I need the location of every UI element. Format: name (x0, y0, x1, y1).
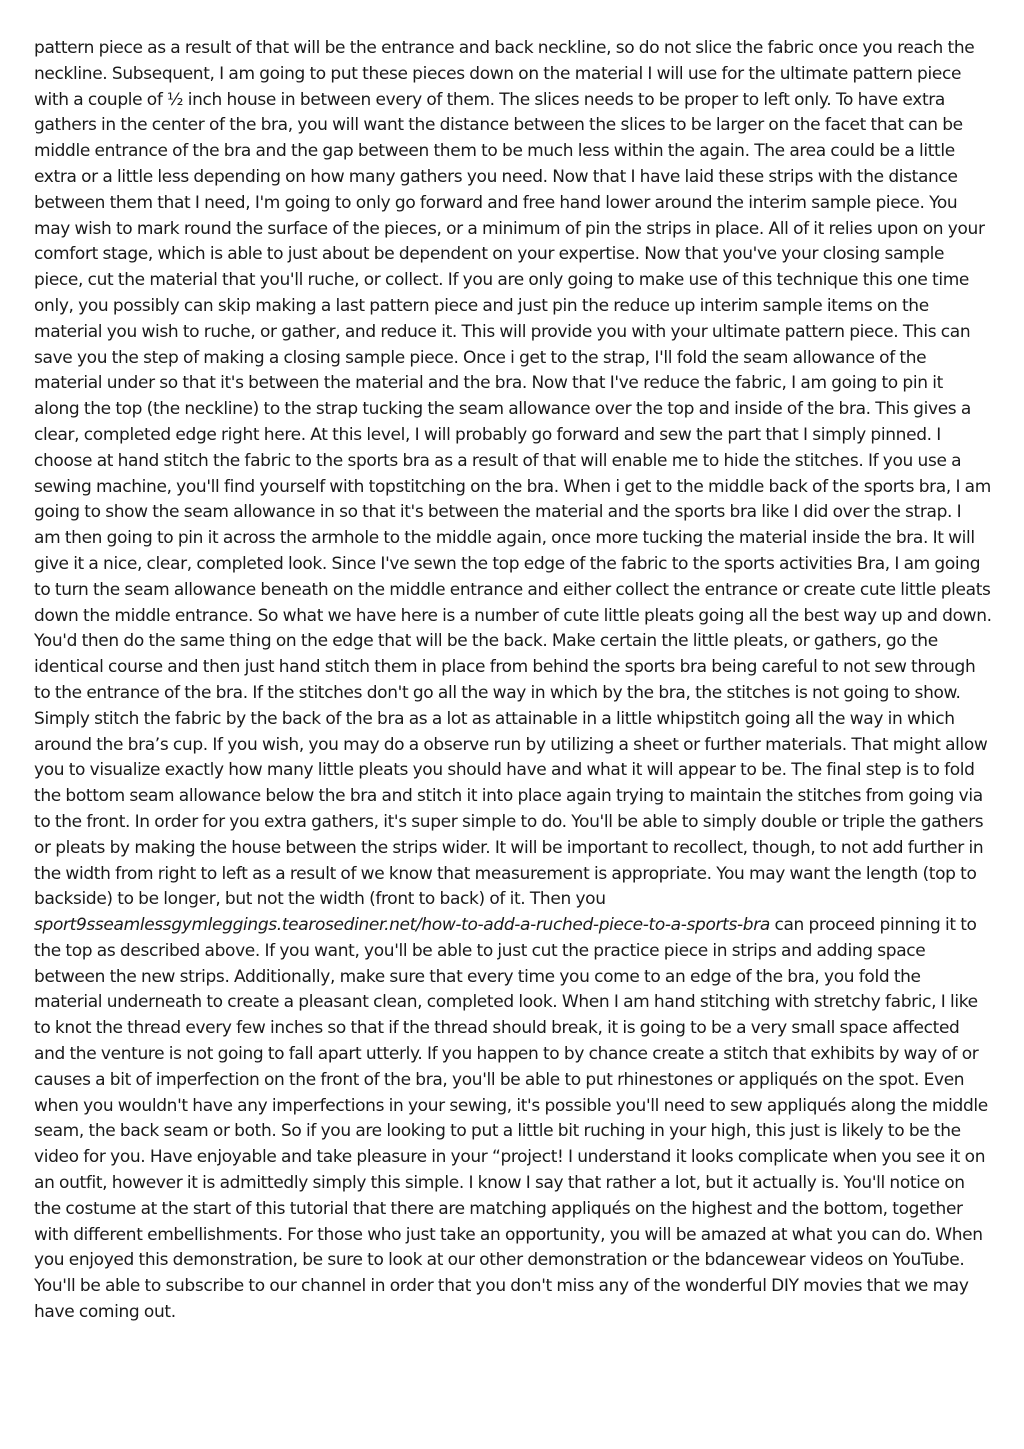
article-text-after-link: can proceed pinning it to the top as described above. If you want, you'll be able to just cut the practice piece in strips and adding space between the new strips. Additionally, make sure that every time you come to an edge of the bra, you fold the material underneath to create a pleasant clean, completed look. When I am hand stitching with stretchy fabric, I like to knot the thread every few inches so that if the thread should break, it is going to be a very small space affected and the venture is not going to fall apart utterly. If you happen to by chance create a stitch that exhibits by way of or causes a bit of imperfection on the front of the bra, you'll be able to put rhinestones or appliqués on the spot. Even when you wouldn't have any imperfections in your sewing, it's possible you'll need to sew appliqués along the middle seam, the back seam or both. So if you are looking to put a little bit ruching in your high, this just is likely to be the video for you. Have enjoyable and take pleasure in your “project! I understand it looks complicate when you see it on an outfit, however it is admittedly simply this simple. I know I say that rather a lot, but it actually is. You'll notice on the costume at the start of this tutorial that there are matching appliqués on the highest and the bottom, together with different embellishments. For those who just take an opportunity, you will be amazed at what you can do. When you enjoyed this demonstration, be sure to look at our other demonstration or the bdancewear videos on YouTube. You'll be able to subscribe to our channel in order that you don't miss any of the wonderful DIY movies that we may have coming out. (34, 915, 988, 1323)
article-text-before-link: pattern piece as a result of that will be the entrance and back neckline, so do not slice the fabric once you reach the neckline. Subsequent, I am going to put these pieces down on the material I will use for the ultimate pattern piece with a couple of ½ inch house in between every of them. The slices needs to be proper to left only. To have extra gathers in the center of the bra, you will want the distance between the slices to be larger on the facet that can be middle entrance of the bra and the gap between them to be much less within the again. The area could be a little extra or a little less depending on how many gathers you need. Now that I have laid these strips with the distance between them that I need, I'm going to only go forward and free hand lower around the interim sample piece. You may wish to mark round the surface of the pieces, or a minimum of pin the strips in place. All of it relies upon on your comfort stage, which is able to just about be dependent on your expertise. Now that you've your closing sample piece, cut the material that you'll ruche, or collect. If you are only going to make use of this technique this one time only, you possibly can skip making a last pattern piece and just pin the reduce up interim sample items on the material you wish to ruche, or gather, and reduce it. This will provide you with your ultimate pattern piece. This can save you the step of making a closing sample piece. Once i get to the strap, I'll fold the seam allowance of the material under so that it's between the material and the bra. Now that I've reduce the fabric, I am going to pin it along the top (the neckline) to the strap tucking the seam allowance over the top and inside of the bra. This gives a clear, completed edge right here. At this level, I will probably go forward and sew the part that I simply pinned. I choose at hand stitch the fabric to the sports bra as a result of that will enable me to hide the stitches. If you use a sewing machine, you'll find yourself with topstitching on the bra. When i get to the middle back of the sports bra, I am going to show the seam allowance in so that it's between the material and the sports bra like I did over the strap. I am then going to pin it across the armhole to the middle again, once more tucking the material inside the bra. It will give it a nice, clear, completed look. Since I've sewn the top edge of the fabric to the sports activities Bra, I am going to turn the seam allowance beneath on the middle entrance and either collect the entrance or create cute little pleats down the middle entrance. So what we have here is a number of cute little pleats going all the best way up and down. You'd then do the same thing on the edge that will be the back. Make certain the little pleats, or gathers, go the identical course and then just hand stitch them in place from behind the sports bra being careful to not sew through to the entrance of the bra. If the stitches don't go all the way in which by the bra, the stitches is not going to show. Simply stitch the fabric by the back of the bra as a lot as attainable in a little whipstitch going all the way in which around the bra’s cup. If you wish, you may do a observe run by utilizing a sheet or further materials. That might allow you to visualize exactly how many little pleats you should have and what it will appear to be. The final step is to fold the bottom seam allowance below the bra and stitch it into place again trying to maintain the stitches from going via to the front. In order for you extra gathers, it's super simple to do. You'll be able to simply double or triple the gathers or pleats by making the house between the strips wider. It will be important to recollect, though, to not add further in the width from right to left as a result of we know that measurement is appropriate. You may want the length (top to backside) to be longer, but not the width (front to back) of it. Then you (34, 38, 992, 910)
article-link[interactable]: sport9sseamlessgymleggings.tearosediner.net/how-to-add-a-ruched-piece-to-a-sports-bra (34, 915, 770, 936)
article-paragraph (34, 36, 992, 1326)
article-body (34, 36, 992, 1326)
